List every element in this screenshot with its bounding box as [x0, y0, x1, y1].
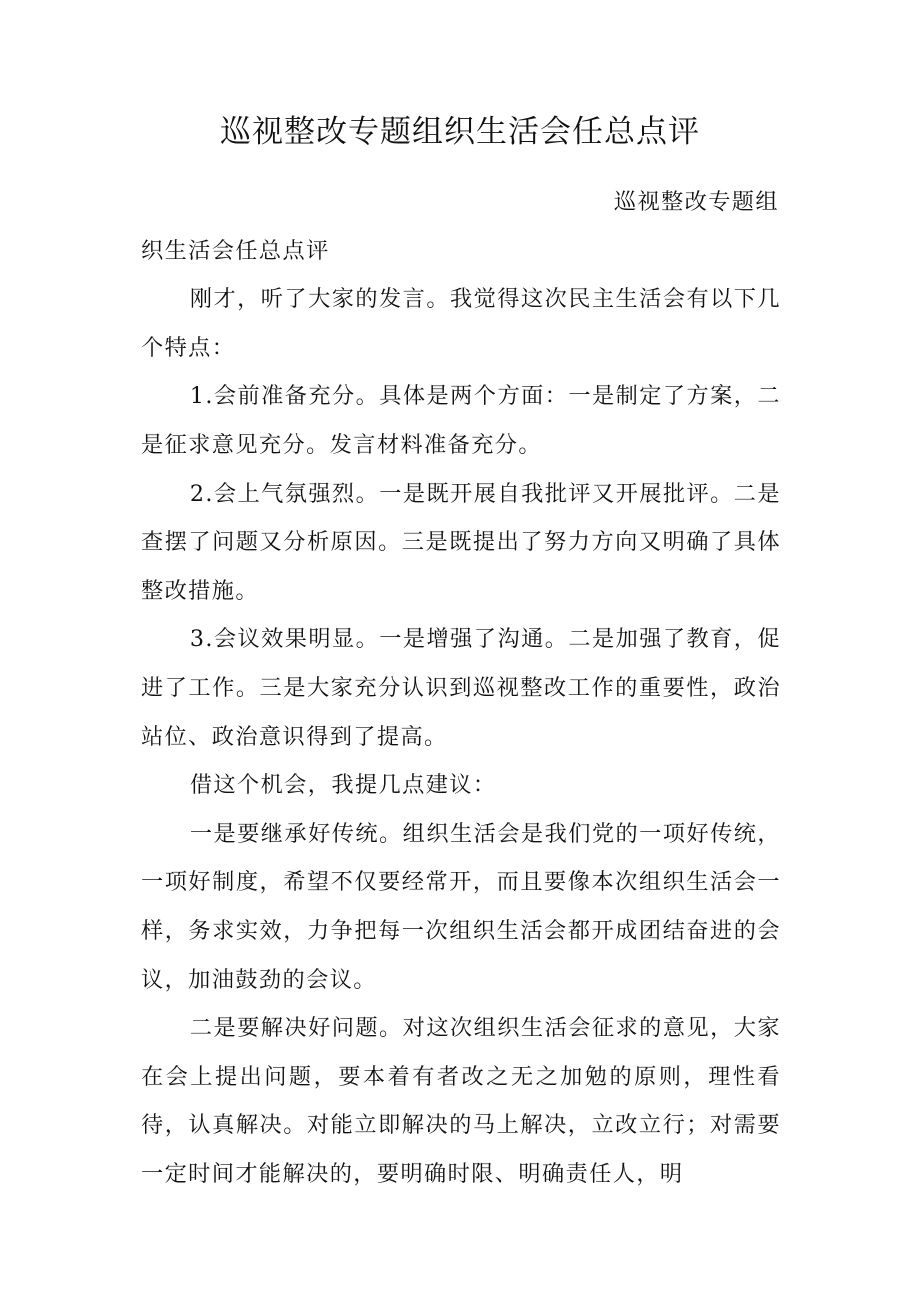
subtitle-line-2: 织生活会任总点评 [141, 237, 330, 264]
paragraph-point-2: 2.会上气氛强烈。一是既开展自我批评又开展批评。二是查摆了问题又分析原因。三是既提出了努力方向又明确了具体整改措施。 [141, 480, 781, 604]
paragraph-point-1: 1.会前准备充分。具体是两个方面：一是制定了方案，二是征求意见充分。发言材料准备充分。 [141, 383, 781, 458]
paragraph-suggestion-intro: 借这个机会，我提几点建议： [189, 772, 497, 799]
paragraph-intro: 刚才，听了大家的发言。我觉得这次民主生活会有以下几个特点： [141, 286, 781, 361]
document-body [141, 178, 781, 1198]
subtitle-line-1: 巡视整改专题组 [613, 189, 779, 215]
paragraph-suggestion-1: 一是要继承好传统。组织生活会是我们党的一项好传统，一项好制度，希望不仅要经常开，而且要像本次组织生活会一样，务求实效，力争把每一次组织生活会都开成团结奋进的会议，加油鼓劲的会议。 [141, 820, 781, 993]
paragraph-point-3: 3.会议效果明显。一是增强了沟通。二是加强了教育，促进了工作。三是大家充分认识到巡视整改工作的重要性，政治站位、政治意识得到了提高。 [141, 626, 781, 750]
document-title: 巡视整改专题组织生活会任总点评 [220, 114, 700, 150]
paragraph-suggestion-2: 二是要解决好问题。对这次组织生活会征求的意见，大家在会上提出问题，要本着有者改之无之加勉的原则，理性看待，认真解决。对能立即解决的马上解决，立改立行；对需要一定时间才能解决的，要明确时限、明确责任人，明 [141, 1015, 781, 1187]
